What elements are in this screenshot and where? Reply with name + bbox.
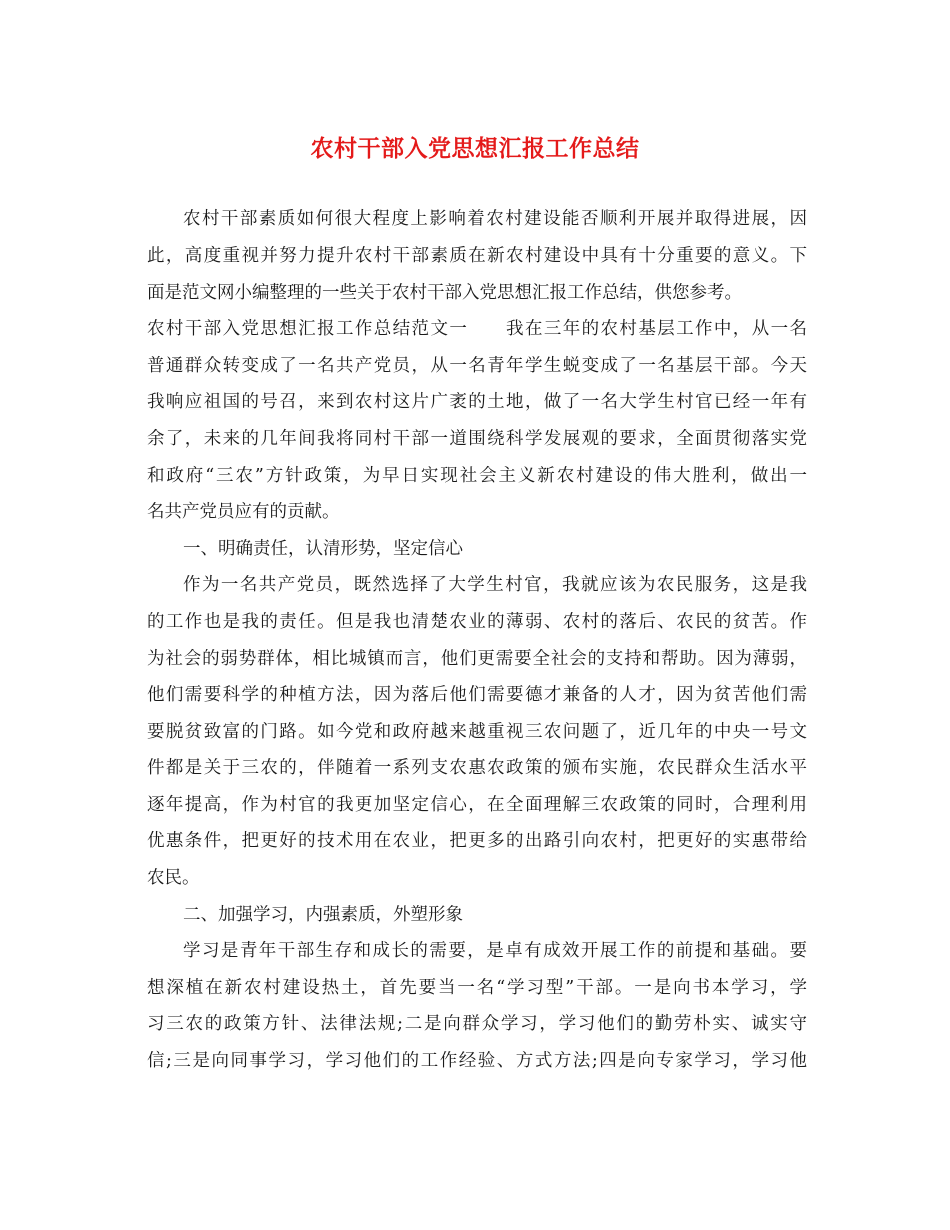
paragraph-line: 的工作也是我的责任。但是我也清楚农业的薄弱、农村的落后、农民的贫苦。作 [147, 612, 807, 632]
section-heading: 一、明确责任，认清形势，坚定信心 [183, 539, 463, 559]
paragraph-line: 信;三是向同事学习，学习他们的工作经验、方式方法;四是向专家学习，学习他 [147, 1051, 807, 1071]
paragraph-line: 想深植在新农村建设热土，首先要当一名“学习型”干部。一是向书本学习，学 [147, 978, 807, 998]
paragraph-line: 余了，未来的几年间我将同村干部一道围绕科学发展观的要求，全面贯彻落实党 [147, 429, 807, 449]
paragraph-line: 农村干部素质如何很大程度上影响着农村建设能否顺利开展并取得进展，因 [183, 209, 807, 229]
paragraph-line: 和政府“三农”方针政策，为早日实现社会主义新农村建设的伟大胜利，做出一 [147, 466, 807, 486]
paragraph-line: 农村干部入党思想汇报工作总结范文一 我在三年的农村基层工作中，从一名 [147, 319, 807, 339]
paragraph-line: 农民。 [147, 868, 200, 888]
paragraph-line: 学习是青年干部生存和成长的需要，是卓有成效开展工作的前提和基础。要 [183, 941, 807, 961]
paragraph-line: 我响应祖国的号召，来到农村这片广袤的土地，做了一名大学生村官已经一年有 [147, 392, 807, 412]
paragraph-line: 普通群众转变成了一名共产党员，从一名青年学生蜕变成了一名基层干部。今天 [147, 356, 807, 376]
paragraph-line: 优惠条件，把更好的技术用在农业，把更多的出路引向农村，把更好的实惠带给 [147, 831, 807, 851]
paragraph-line: 作为一名共产党员，既然选择了大学生村官，我就应该为农民服务，这是我 [183, 575, 807, 595]
paragraph-line: 此，高度重视并努力提升农村干部素质在新农村建设中具有十分重要的意义。下 [147, 246, 807, 266]
paragraph-line: 习三农的政策方针、法律法规;二是向群众学习，学习他们的勤劳朴实、诚实守 [147, 1014, 807, 1034]
paragraph-line: 面是范文网小编整理的一些关于农村干部入党思想汇报工作总结，供您参考。 [147, 283, 742, 303]
section-heading: 二、加强学习，内强素质，外塑形象 [183, 905, 463, 925]
paragraph-line: 逐年提高，作为村官的我更加坚定信心，在全面理解三农政策的同时，合理利用 [147, 795, 807, 815]
paragraph-line: 件都是关于三农的，伴随着一系列支农惠农政策的颁布实施，农民群众生活水平 [147, 758, 807, 778]
paragraph-line: 名共产党员应有的贡献。 [147, 502, 340, 522]
document-title: 农村干部入党思想汇报工作总结 [310, 135, 640, 162]
paragraph-line: 为社会的弱势群体，相比城镇而言，他们更需要全社会的支持和帮助。因为薄弱， [147, 649, 807, 669]
paragraph-line: 他们需要科学的种植方法，因为落后他们需要德才兼备的人才，因为贫苦他们需 [147, 685, 807, 705]
paragraph-line: 要脱贫致富的门路。如今党和政府越来越重视三农问题了，近几年的中央一号文 [147, 722, 807, 742]
